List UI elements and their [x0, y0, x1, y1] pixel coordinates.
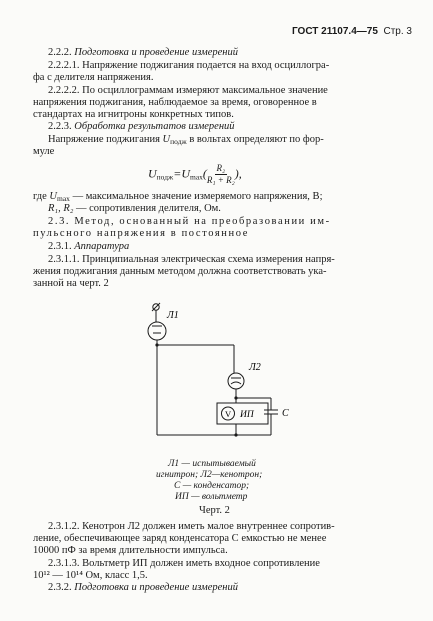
legend-line2: игнитрон; Л2—кенотрон;: [156, 470, 263, 480]
where-line1: где $U_{max}$ — максимальное значение измеряемого напряжения, В;: [33, 191, 323, 203]
para-2-3-1-1-line2: жения поджигания данным методом должна соответствовать ука-: [33, 266, 327, 277]
legend-line3: С — конденсатор;: [174, 481, 250, 491]
para-2-2-2-2-line1: 2.2.2.2. По осциллограммам измеряют максимальное значение: [48, 85, 328, 96]
standard-title: ГОСТ 21107.4—75: [292, 26, 378, 37]
section-2-2-3-heading: 2.2.3. Обработка результатов измерений: [48, 121, 235, 132]
para-2-3-1-2-line1: 2.3.1.2. Кенотрон Л2 должен иметь малое внутреннее сопротив-: [48, 521, 335, 532]
legend-line4: ИП — вольтметр: [175, 492, 248, 502]
para-2-2-2-2-line2: напряжения поджигания, наблюдаемое за время, оговоренное в: [33, 97, 317, 108]
para-2-3-1-2-line2: ление, обеспечивающее заряд конденсатора С емкостью не менее: [33, 533, 327, 544]
label-v: V: [225, 409, 232, 419]
para-2-2-2-1-line1: 2.2.2.1. Напряжение поджигания подается на вход осциллогра-: [48, 60, 330, 71]
where-line2: R₁, R₂ — сопротивления делителя, Ом.: [48, 203, 221, 214]
ignitron-l1-symbol: [148, 322, 166, 340]
figure-caption: Черт. 2: [199, 505, 230, 516]
para-2-3-1-1-line1: 2.3.1.1. Принципиальная электрическая схема измерения напря-: [48, 254, 335, 265]
para-2-3-1-3-line1: 2.3.1.3. Вольтметр ИП должен иметь входное сопротивление: [48, 558, 320, 569]
page-number: Стр. 3: [383, 26, 412, 37]
formula-intro-line2: муле: [33, 146, 55, 157]
section-2-3-1-heading: 2.3.1. Аппаратура: [48, 241, 130, 252]
label-l1: Л1: [167, 310, 179, 321]
para-2-3-1-3-line2: 10¹² — 10¹⁴ Ом, класс 1,5.: [33, 570, 148, 581]
section-2-3-line2: пульсного напряжения в постоянное: [33, 228, 249, 239]
label-ip: ИП: [240, 410, 254, 420]
formula-intro-line1: Напряжение поджигания $U_{подж}$ в вольтах определяют по фор-: [48, 134, 324, 146]
kenotron-l2-symbol: [228, 373, 244, 389]
formula: $U_{подж}=U_{max}$( $\frac{\text{R₂}}{\text{R₁ + R₂}}$ ),: [148, 163, 242, 185]
para-2-2-2-1-line2: фа с делителя напряжения.: [33, 72, 154, 83]
para-2-2-2-2-line3: стандартах на игнитроны конкретных типов.: [33, 109, 234, 120]
section-2-3-2-heading: 2.3.2. Подготовка и проведение измерений: [48, 582, 239, 593]
label-c: С: [282, 408, 289, 419]
para-2-3-1-2-line3: 10000 пФ за время длительности импульса.: [33, 545, 228, 556]
legend-line1: Л1 — испытываемый: [168, 459, 256, 469]
para-2-3-1-1-line3: занной на черт. 2: [33, 278, 109, 289]
section-2-3-line1: 2.3. Метод, основанный на преобразовании им-: [48, 216, 331, 227]
label-l2: Л2: [249, 362, 261, 373]
fraction-denominator: R₁ + R₂: [206, 175, 235, 185]
fraction-numerator: R₂: [216, 163, 226, 173]
section-2-2-2-heading: 2.2.2. Подготовка и проведение измерений: [48, 47, 239, 58]
